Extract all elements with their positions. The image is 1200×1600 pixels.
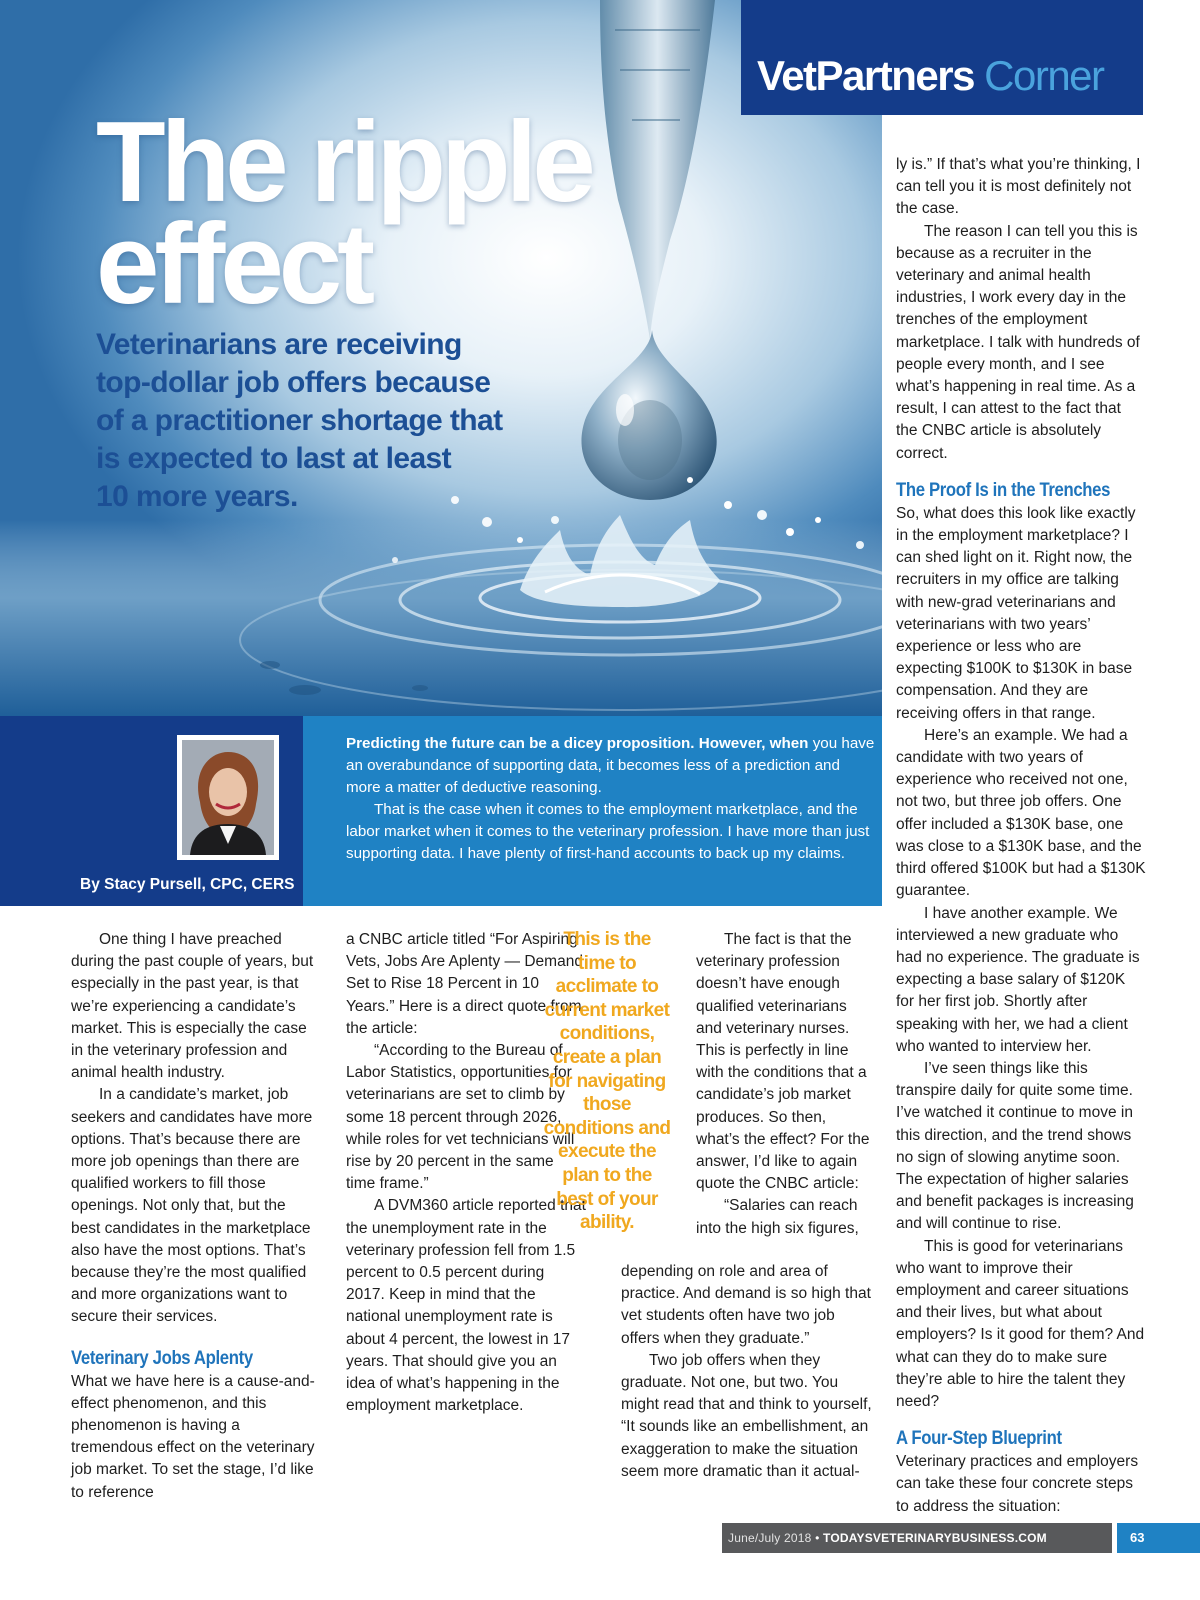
subheading: A Four-Step Blueprint	[896, 1428, 1062, 1450]
pull-quote-line: for navigating	[548, 1070, 666, 1092]
body-paragraph: a CNBC article titled “For Aspiring Vets, Jobs Are Aplenty — Demand Set to Rise 18 Percent in 10 Years.” Here is a direct quote from the article:	[346, 931, 583, 1037]
body-paragraph: depending on role and area of practice. And demand is so high that vet students often have two job offers when they graduate.”	[621, 1263, 871, 1347]
article-title-line-1: The ripple	[96, 99, 591, 226]
body-column-4	[896, 154, 1146, 1518]
body-paragraph: The reason I can tell you this is because as a recruiter in the veterinary and animal health industries, I work every day in the trenches of the employment marketplace. I talk with hundreds of people every month, and I see what’s happening in real time. As a result, I can attest to the fact that the CNBC article is absolutely correct.	[896, 222, 1140, 462]
article-deck	[96, 326, 516, 516]
pull-quote-line: execute the	[558, 1141, 656, 1163]
section-masthead	[741, 0, 1143, 115]
deck-line: is expected to last at least	[96, 442, 452, 475]
author-byline: By Stacy Pursell, CPC, CERS	[80, 876, 295, 893]
body-paragraph: A DVM360 article reported that the unemployment rate in the veterinary profession fell from 1.5 percent to 0.5 percent during 2017. Keep in mind that the national unemployment rate is about 4 percent, the lowest in 17 years. That should give you an idea of what’s happening in the employment marketplace.	[346, 1197, 586, 1415]
pull-quote-line: This is the	[563, 929, 651, 950]
intro-paragraph: That is the case when it comes to the employment marketplace, and the labor market when it comes to the veterinary profession. I have more than just supporting data. I have plenty of first-hand accounts to back up my claims.	[346, 801, 870, 862]
body-paragraph: Here’s an example. We had a candidate with two years of experience who received not one, not two, but three job offers. One offer included a $130K base, one was close to a $130K base, and the third offered $100K but had a $130K guarantee.	[896, 726, 1146, 900]
pull-quote-line: create a plan	[552, 1046, 662, 1068]
author-portrait	[182, 740, 274, 855]
body-paragraph: One thing I have preached during the past couple of years, but especially in the past year, is that we’re experiencing a candidate’s market. This is especially the case in the veterinary profession and animal health industry.	[71, 931, 314, 1082]
body-paragraph: What we have here is a cause-and-effect phenomenon, and this phenomenon is having a tremendous effect on the veterinary job market. To set the stage, I’d like to reference	[71, 1372, 315, 1501]
pull-quote-line: conditions and	[543, 1117, 671, 1139]
deck-line: Veterinarians are receiving	[96, 328, 462, 361]
subheading: Veterinary Jobs Aplenty	[71, 1347, 253, 1369]
subheading: The Proof Is in the Trenches	[896, 479, 1111, 501]
pull-quote-line: acclimate to	[555, 976, 659, 998]
deck-line: of a practitioner shortage that	[96, 404, 503, 437]
section-title-bold: VetPartners	[757, 52, 974, 99]
pull-quote-line: current market	[544, 999, 670, 1021]
pull-quote	[532, 928, 682, 1235]
pull-quote-line: those	[583, 1094, 631, 1116]
body-paragraph: This is good for veterinarians who want to improve their employment and career situations and their lives, but what about employers? Is it good for them? And what can they do to make sure they’re able to hire the talent they need?	[896, 1237, 1145, 1410]
footer-separator: •	[811, 1531, 824, 1545]
pull-quote-line: time to	[577, 952, 637, 974]
footer-text	[728, 1531, 1047, 1545]
body-column-3-top	[696, 929, 874, 1240]
section-title-light: Corner	[984, 52, 1104, 99]
deck-line: top-dollar job offers because	[96, 366, 491, 399]
body-column-1	[71, 929, 319, 1504]
body-paragraph: “Salaries can reach into the high six figures,	[696, 1197, 859, 1237]
pull-quote-line: ability.	[580, 1212, 634, 1234]
article-title-line-2: effect	[96, 201, 371, 328]
pull-quote-line: conditions,	[559, 1023, 655, 1045]
body-paragraph: Veterinary practices and employers can take these four concrete steps to address the situation:	[896, 1453, 1139, 1515]
issue-date: June/July 2018	[728, 1531, 812, 1545]
body-paragraph: I have another example. We interviewed a new graduate who had no experience. The graduate is expecting a base salary of $120K for her first job. Shortly after speaking with her, we had a client who wanted to interview her.	[896, 904, 1140, 1055]
body-paragraph: ly is.” If that’s what you’re thinking, I can tell you it is most definitely not the case.	[896, 156, 1141, 218]
section-title	[757, 52, 1104, 99]
pull-quote-line: best of your	[556, 1188, 658, 1210]
intro-lead: Predicting the future can be a dicey proposition. However, when	[346, 735, 809, 752]
body-paragraph: I’ve seen things like this transpire daily for quite some time. I’ve watched it continue to move in this direction, and the trend shows no sign of slowing anytime soon. The expectation of higher salaries and benefit packages is increasing and will continue to rise.	[896, 1059, 1134, 1233]
body-column-3-bottom	[621, 1261, 874, 1483]
body-paragraph: In a candidate’s market, job seekers and candidates have more options. That’s because there are more job openings than there are qualified workers to fill those openings. Not only that, but the best candidates in the marketplace also have the most options. That’s because they’re the most qualified and more organizations want to secure their services.	[71, 1086, 313, 1326]
body-paragraph: The fact is that the veterinary profession doesn’t have enough qualified veterinarians and veterinary nurses. This is perfectly in line with the conditions that a candidate’s job market produces. So then, what’s the effect? For the answer, I’d like to again quote the CNBC article:	[696, 931, 870, 1193]
page-number: 63	[1130, 1530, 1145, 1545]
body-paragraph: So, what does this look like exactly in the employment marketplace? I can shed light on it. Right now, the recruiters in my office are talking with new-grad veterinarians and veterinarians with two years’ experience or less who are expecting $100K to $130K in base compensation. And they are receiving offers in that range.	[896, 504, 1136, 722]
website-link[interactable]: TODAYSVETERINARYBUSINESS.COM	[823, 1531, 1047, 1545]
body-paragraph: “According to the Bureau of Labor Statistics, opportunities for veterinarians are set to climb by some 18 percent through 2026, while roles for vet technicians will rise by 20 percent in the same time frame.”	[346, 1042, 575, 1193]
article-intro	[346, 733, 876, 865]
pull-quote-line: plan to the	[562, 1164, 652, 1186]
author-photo	[177, 735, 279, 860]
intro-text: you have an overabundance of supporting data, it becomes less of a prediction and more a matter of deductive reasoning.	[346, 735, 875, 796]
deck-line: 10 more years.	[96, 480, 298, 513]
body-paragraph: Two job offers when they graduate. Not one, but two. You might read that and think to yourself, “It sounds like an embellishment, an exaggeration to make the situation seem more dramatic than it actual-	[621, 1351, 872, 1480]
